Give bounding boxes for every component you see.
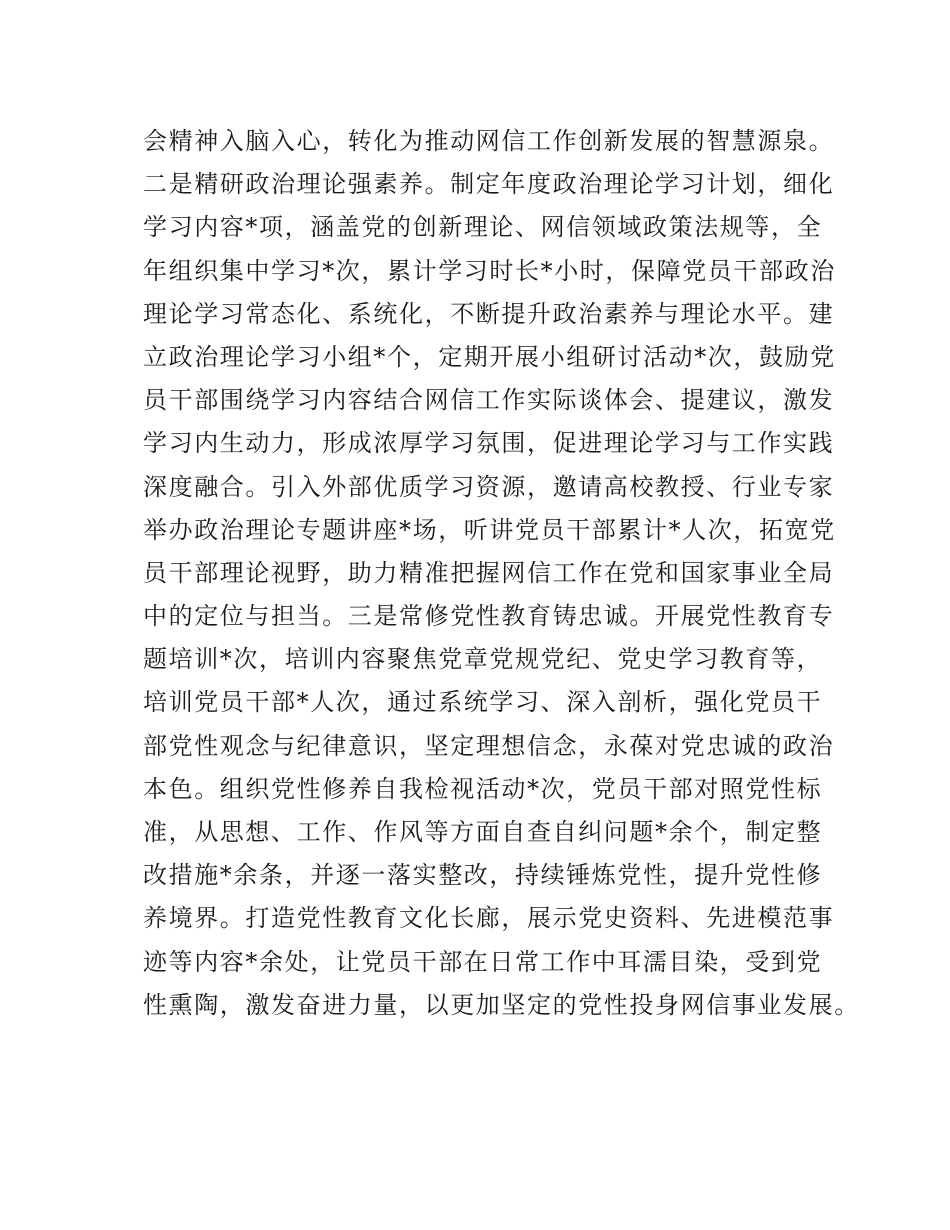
text-line: 培训党员干部*人次，通过系统学习、深入剖析，强化党员干 [143, 688, 823, 717]
text-line: 本色。组织党性修养自我检视活动*次，党员干部对照党性标 [143, 774, 823, 803]
text-line: 理论学习常态化、系统化，不断提升政治素养与理论水平。建 [143, 299, 835, 328]
text-line: 准，从思想、工作、作风等方面自查自纠问题*余个，制定整 [143, 818, 823, 846]
text-line: 改措施*余条，并逐一落实整改，持续锤炼党性，提升党性修 [143, 861, 823, 890]
text-line: 迹等内容*余处，让党员干部在日常工作中耳濡目染，受到党 [143, 947, 823, 976]
text-line: 养境界。打造党性教育文化长廊，展示党史资料、先进模范事 [143, 904, 835, 933]
text-line: 部党性观念与纪律意识，坚定理想信念，永葆对党忠诚的政治 [143, 731, 835, 760]
text-line: 性熏陶，激发奋进力量，以更加坚定的党性投身网信事业发展。 [143, 990, 860, 1019]
text-line: 员干部围绕学习内容结合网信工作实际谈体会、提建议，激发 [143, 386, 835, 415]
text-line: 中的定位与担当。三是常修党性教育铸忠诚。开展党性教育专 [143, 602, 835, 631]
text-line: 深度融合。引入外部优质学习资源，邀请高校教授、行业专家 [143, 472, 835, 501]
text-line: 举办政治理论专题讲座*场，听讲党员干部累计*人次，拓宽党 [143, 515, 836, 544]
text-line: 题培训*次，培训内容聚焦党章党规党纪、党史学习教育等， [143, 645, 823, 674]
text-line: 会精神入脑入心，转化为推动网信工作创新发展的智慧源泉。 [143, 127, 835, 155]
text-line: 学习内容*项，涵盖党的创新理论、网信领域政策法规等，全 [143, 213, 823, 242]
body-text [143, 120, 860, 1027]
text-line: 二是精研政治理论强素养。制定年度政治理论学习计划，细化 [143, 170, 835, 199]
text-line: 年组织集中学习*次，累计学习时长*小时，保障党员干部政治 [143, 256, 836, 285]
text-line: 立政治理论学习小组*个，定期开展小组研讨活动*次，鼓励党 [143, 342, 836, 371]
text-line: 学习内生动力，形成浓厚学习氛围，促进理论学习与工作实践 [143, 429, 835, 458]
text-line: 员干部理论视野，助力精准把握网信工作在党和国家事业全局 [143, 558, 835, 587]
